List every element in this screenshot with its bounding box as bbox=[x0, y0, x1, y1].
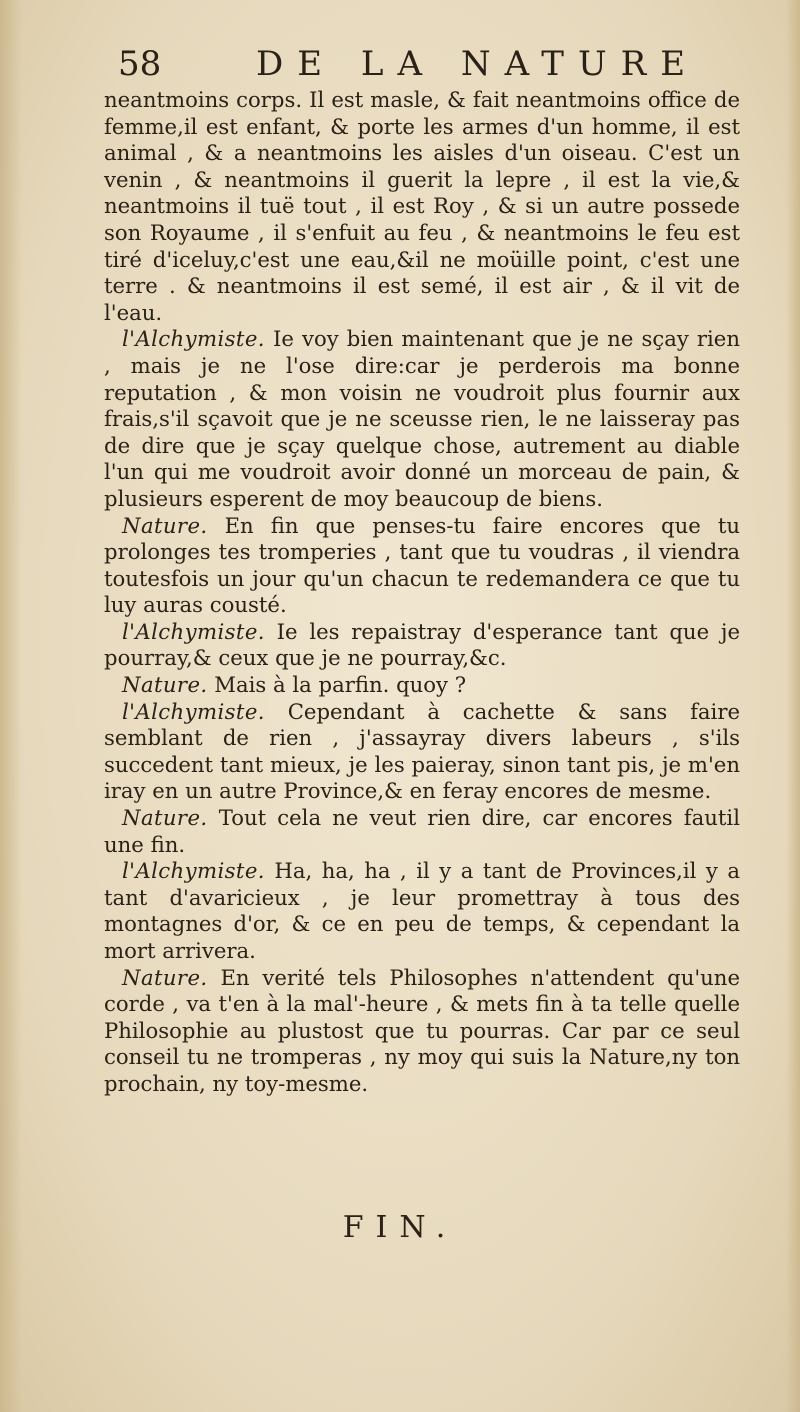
dialogue-paragraph bbox=[104, 858, 740, 964]
speaker-label: Nature. bbox=[122, 672, 208, 698]
speaker-label: l'Alchymiste. bbox=[122, 618, 265, 644]
paragraph-text: Ie les repaistray d'esperance tant que je pourray,& ceux que je ne pourray,&c. bbox=[104, 618, 740, 671]
dialogue-paragraph bbox=[104, 672, 740, 699]
paragraph bbox=[104, 87, 740, 326]
fin-label: FIN. bbox=[342, 1210, 458, 1245]
speaker-label: l'Alchymiste. bbox=[122, 858, 265, 884]
dialogue-paragraph bbox=[104, 619, 740, 672]
body-text bbox=[104, 87, 740, 1098]
paragraph-text: Cependant à cachette & sans faire semblant de rien , j'assayray divers labeurs , s'ils succedent tant mieux, je les paieray, sinon tant pis, je m'en iray en un autre Province,& en feray encores de mesme. bbox=[104, 698, 740, 804]
running-head: DE LA NATURE bbox=[256, 44, 700, 84]
dialogue-paragraph bbox=[104, 513, 740, 619]
paragraph-text: neantmoins corps. Il est masle, & fait neantmoins office de femme,il est enfant, & porte les armes d'un homme, il est animal , & a neantmoins les aisles d'un oiseau. C'est un venin , & neantmoins il guerit la lepre , il est la vie,& neantmoins il tuë tout , il est Roy , & si un autre possede son Royaume , il s'enfuit au feu , & neantmoins le feu est tiré d'iceluy,c'est une eau,&il ne moüille point, c'est une terre . & neantmoins il est semé, il est air , & il vit de l'eau. bbox=[104, 87, 740, 325]
paragraph-text: Tout cela ne veut rien dire, car encores fautil une fin. bbox=[104, 805, 740, 857]
speaker-label: Nature. bbox=[122, 512, 208, 538]
speaker-label: l'Alchymiste. bbox=[122, 698, 265, 724]
dialogue-paragraph bbox=[104, 699, 740, 805]
dialogue-paragraph bbox=[104, 805, 740, 858]
paragraph-text: Mais à la parfin. quoy ? bbox=[214, 672, 467, 698]
paragraph-text: En fin que penses-tu faire encores que tu prolonges tes tromperies , tant que tu voudras , il viendra toutesfois un jour qu'un chacun te redemandera ce que tu luy auras cousté. bbox=[104, 512, 740, 618]
paragraph-text: En verité tels Philosophes n'attendent qu'une corde , va t'en à la mal'-heure , & mets fin à ta telle quelle Philosophie au plustost que tu pourras. Car par ce seul conseil tu ne tromperas , ny moy qui suis la Nature,ny ton prochain, ny toy-mesme. bbox=[104, 964, 740, 1096]
dialogue-paragraph bbox=[104, 326, 740, 512]
page-edge-shadow-right bbox=[786, 0, 800, 1412]
page-edge-shadow-left bbox=[0, 0, 22, 1412]
speaker-label: Nature. bbox=[122, 964, 208, 990]
speaker-label: l'Alchymiste. bbox=[122, 326, 265, 352]
speaker-label: Nature. bbox=[122, 805, 208, 831]
paragraph-text: Ie voy bien maintenant que je ne sçay rien , mais je ne l'ose dire:car je perderois ma bonne reputation , & mon voisin ne voudroit plus fournir aux frais,s'il sçavoit que je ne sceusse rien, le ne laisseray pas de dire que je sçay quelque chose, autrement au diable l'un qui me voudroit avoir donné un morceau de pain, & plusieurs esperent de moy beaucoup de biens. bbox=[104, 326, 740, 511]
paragraph-text: Ha, ha, ha , il y a tant de Provinces,il y a tant d'avaricieux , je leur promettray à tous des montagnes d'or, & ce en peu de temps, & cependant la mort arrivera. bbox=[104, 858, 740, 963]
page-number: 58 bbox=[118, 44, 162, 84]
dialogue-paragraph bbox=[104, 965, 740, 1098]
